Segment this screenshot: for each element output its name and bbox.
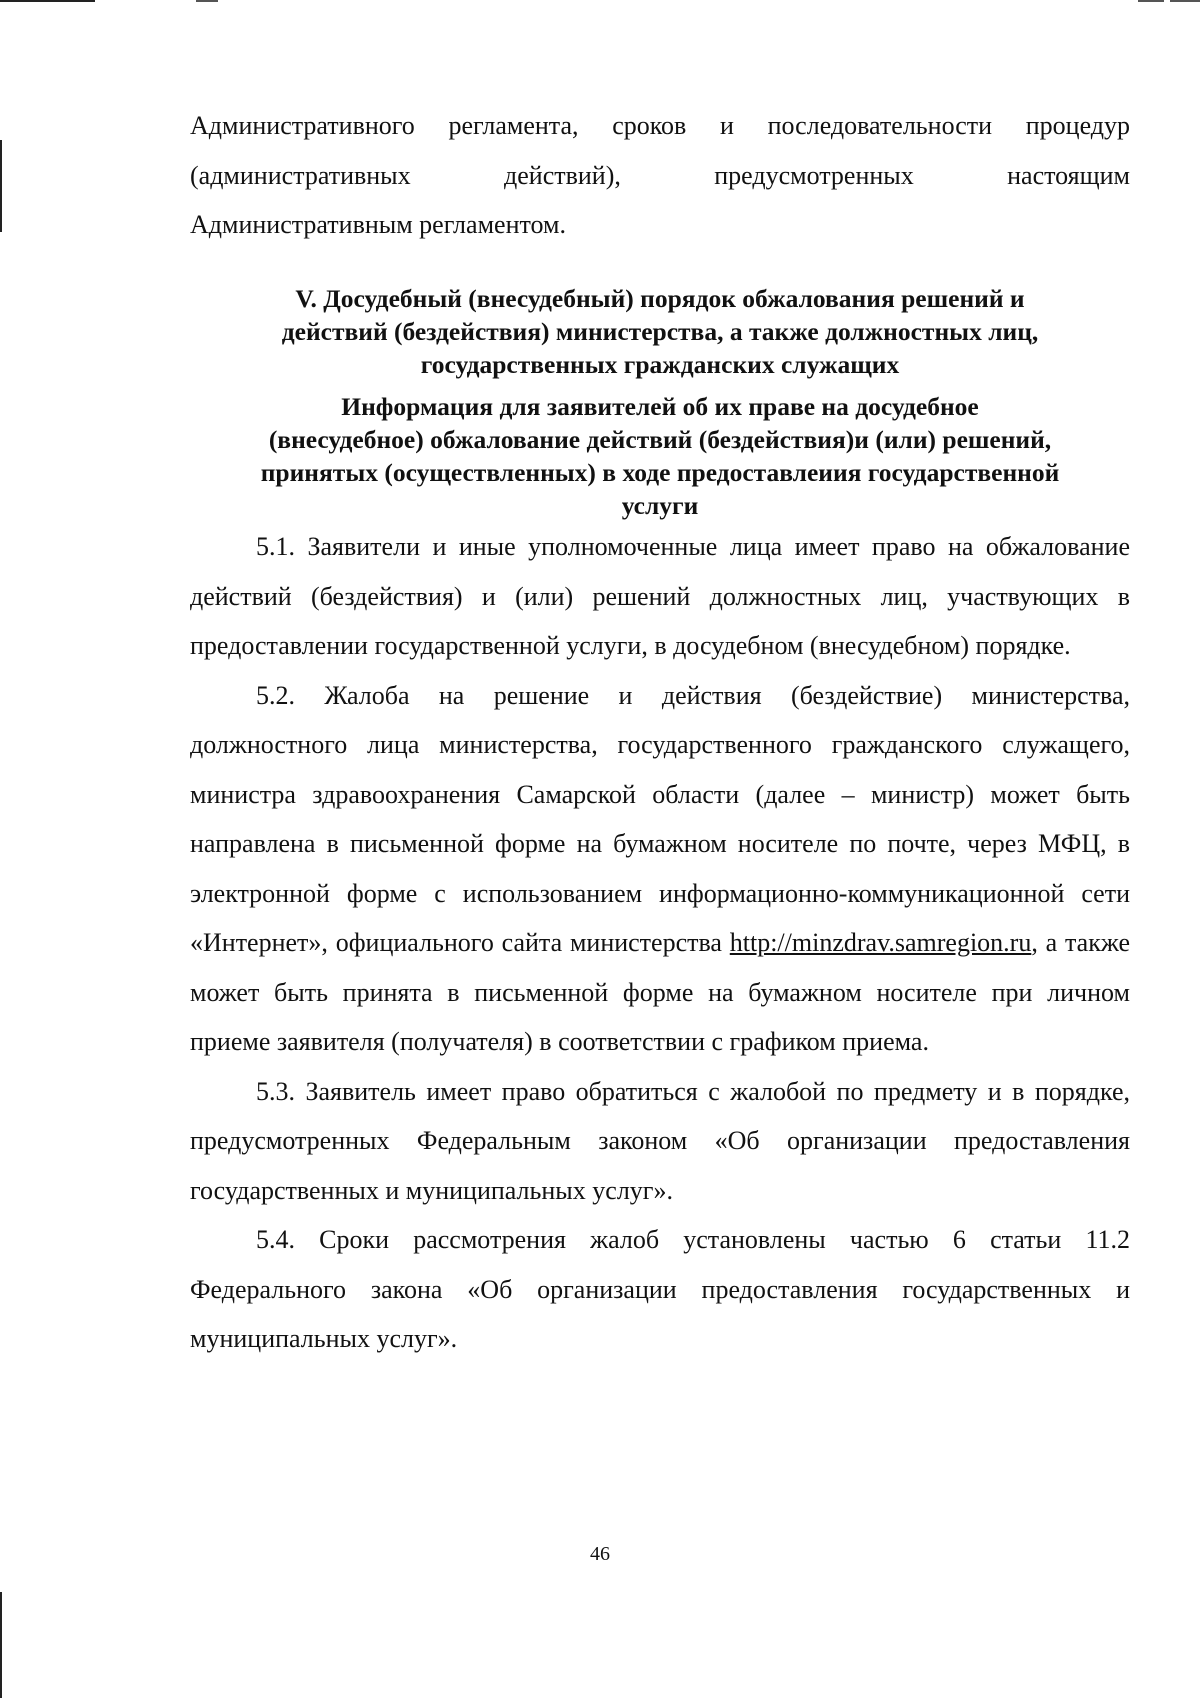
section-heading-line: государственных гражданских служащих	[420, 350, 900, 379]
continuation-paragraph	[190, 101, 1130, 250]
continuation-word: настоящим	[1007, 160, 1130, 190]
scan-edge-mark	[0, 140, 2, 232]
paragraph-5-1: 5.1. Заявители и иные уполномоченные лица имеет право на обжалование действий (бездействия) и (или) решений должностных лиц, участвующих в предоставлении государственной услуги, в досудебном (внесудебном) порядке.	[190, 532, 1130, 660]
scan-edge-mark	[0, 1592, 2, 1698]
continuation-word: (административных	[190, 160, 411, 190]
sub-heading-line: услуги	[621, 491, 699, 520]
paragraph-5-3: 5.3. Заявитель имеет право обратиться с жалобой по предмету и в порядке, предусмотренных Федеральным законом «Об организации предоставления государственных и муниципальных услуг».	[190, 1076, 1130, 1205]
section-heading-line: действий (бездействия) министерства, а также должностных лиц,	[281, 317, 1039, 346]
continuation-line-3: Административным регламентом.	[190, 210, 566, 239]
scan-edge-mark	[0, 0, 95, 2]
continuation-line-2	[190, 151, 1130, 201]
scan-edge-mark	[1138, 0, 1164, 2]
continuation-word: предусмотренных	[714, 160, 914, 190]
body-text	[190, 522, 1130, 1364]
paragraph-5-2-text: 5.2. Жалоба на решение и действия (бездействие) министерства, должностного лица министерства, государственного гражданского служащего, министра здравоохранения Самарской области (далее – министр) может быть направлена в письменной форме на бумажном носителе по почте, через МФЦ, в электронной форме с использованием информационно-коммуникационной сети «Интернет», официального сайта министерства	[190, 680, 1130, 957]
scan-edge-mark	[1170, 0, 1200, 2]
sub-heading	[190, 390, 1130, 522]
sub-heading-line: принятых (осуществленных) в ходе предоставлеиия государственной	[260, 458, 1060, 487]
scan-edge-mark	[196, 0, 218, 2]
continuation-line-1: Административного регламента, сроков и последовательности процедур	[190, 111, 1130, 140]
section-heading-line: V. Досудебный (внесудебный) порядок обжалования решений и	[295, 284, 1025, 313]
sub-heading-line: Информация для заявителей об их праве на досудебное	[341, 392, 979, 421]
paragraph-5-2	[190, 671, 1130, 1067]
paragraph-5-2-text-end: , а также может быть принята в письменной форме на бумажном носителе при личном приеме заявителя (получателя) в соответствии с графиком приема.	[190, 928, 1130, 1056]
ministry-website-link[interactable]: http://minzdrav.samregion.ru	[729, 928, 1032, 957]
paragraph-5-4: 5.4. Сроки рассмотрения жалоб установлены частью 6 статьи 11.2 Федерального закона «Об организации предоставления государственных и муниципальных услуг».	[190, 1225, 1130, 1353]
continuation-word: действий),	[504, 160, 621, 190]
section-heading	[190, 282, 1130, 381]
sub-heading-line: (внесудебное) обжалование действий (бездействия)и (или) решений,	[268, 425, 1052, 454]
page-number: 46	[590, 1543, 610, 1565]
